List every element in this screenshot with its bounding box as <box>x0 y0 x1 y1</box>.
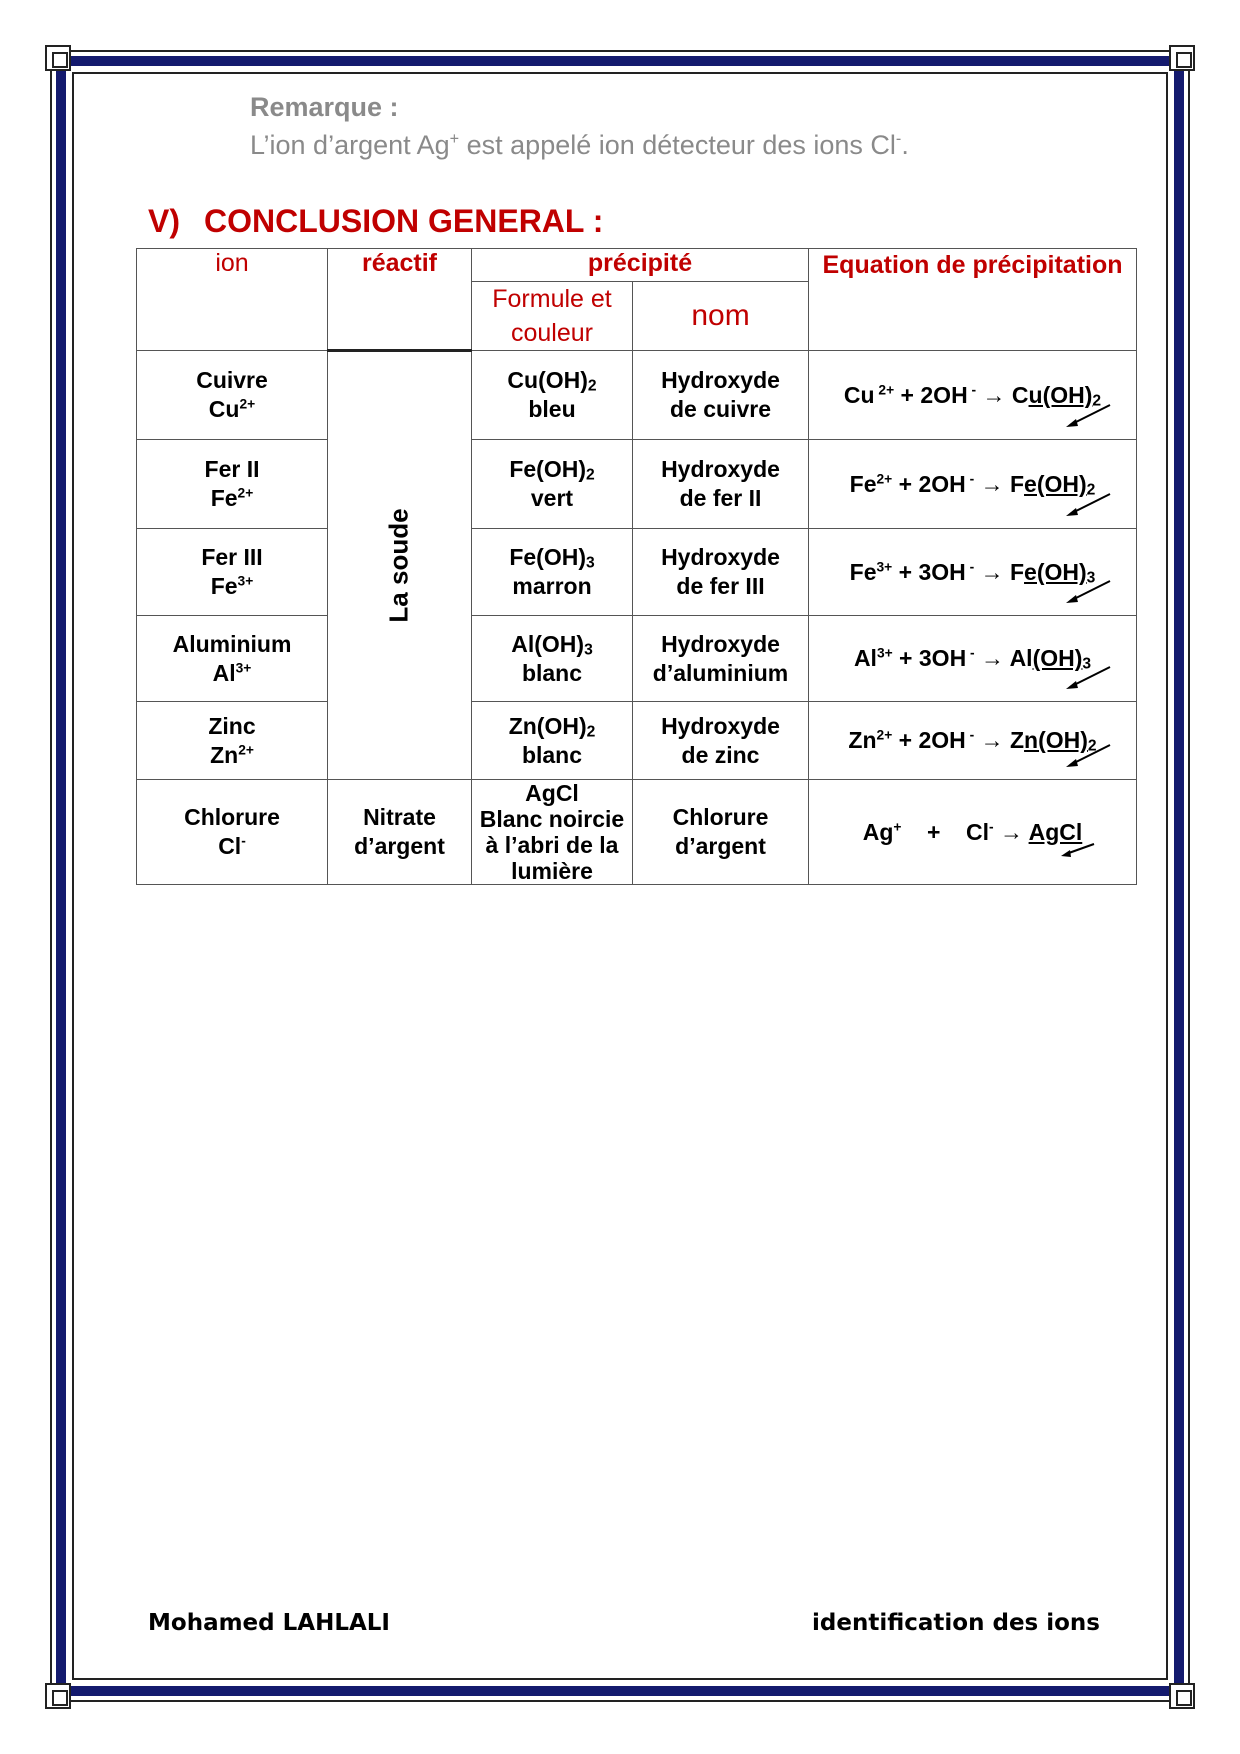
remark-text-part: L’ion d’argent Ag <box>250 130 450 160</box>
precipitate-formula <box>472 543 632 572</box>
eq-charge: - <box>965 470 975 486</box>
ion-name: Fer II <box>204 456 260 482</box>
precipitate-color: lumière <box>511 858 593 884</box>
ion-name: Cuivre <box>196 367 268 393</box>
table-row <box>137 440 1137 529</box>
eq-product: F <box>1009 470 1025 497</box>
precipitate-color: bleu <box>528 396 576 422</box>
cell-equation <box>809 702 1137 780</box>
eq-charge: - <box>965 558 975 574</box>
eq-arrow: → <box>974 470 1010 497</box>
reactif-line: d’argent <box>354 833 445 859</box>
header-precipite: précipité <box>472 249 809 282</box>
ion-symbol <box>137 484 327 513</box>
table-row <box>137 529 1137 616</box>
remark-text-part: est appelé ion détecteur des ions Cl <box>459 130 896 160</box>
eq-product: Al <box>1009 645 1033 671</box>
eq-charge: - <box>967 381 977 397</box>
ion-charge: 3+ <box>237 573 254 589</box>
conclusion-table <box>136 248 1137 885</box>
precipitate-name-line: de zinc <box>681 741 760 768</box>
cell-equation <box>809 351 1137 440</box>
eq-product-underlined: e(OH) <box>1024 470 1087 497</box>
precipitate-arrow-icon <box>1058 842 1098 858</box>
ion-charge: - <box>241 833 246 849</box>
cell-name <box>633 440 809 529</box>
header-nom: nom <box>633 282 809 351</box>
cell-formula <box>472 351 633 440</box>
cell-equation <box>809 616 1137 702</box>
precipitate-name-line: Hydroxyde <box>661 630 780 657</box>
eq-charge: 2+ <box>874 381 895 397</box>
ion-charge: 2+ <box>237 485 254 501</box>
cell-formula <box>472 780 633 885</box>
cell-ion <box>137 351 328 440</box>
eq-product-underlined: e(OH) <box>1024 558 1087 585</box>
footer-author: Mohamed LAHLALI <box>148 1610 390 1636</box>
eq-product-underlined: n(OH) <box>1024 727 1088 753</box>
eq-product-sub: 2 <box>1087 737 1097 755</box>
cell-name <box>633 616 809 702</box>
remark-text-part: . <box>901 130 909 160</box>
formula-sub: 2 <box>586 722 596 740</box>
section-number: V) <box>148 203 180 239</box>
ion-base: Zn <box>210 741 239 768</box>
eq-cation: Al <box>853 645 877 671</box>
ion-charge: 2+ <box>239 396 256 412</box>
ion-symbol <box>137 741 327 770</box>
table-row <box>137 702 1137 780</box>
formula-base: Fe(OH) <box>509 456 586 482</box>
cell-ion <box>137 616 328 702</box>
formula-base: Zn(OH) <box>508 712 587 739</box>
formula-sub: 2 <box>585 466 595 484</box>
eq-product-sub: 2 <box>1086 480 1096 498</box>
eq-reactant: + 3OH <box>892 558 966 585</box>
cell-equation <box>809 529 1137 616</box>
header-formule: Formule et couleur <box>472 282 633 351</box>
eq-product: F <box>1009 558 1025 585</box>
cell-reactif <box>328 780 472 885</box>
eq-product: C <box>1011 381 1029 408</box>
ion-symbol <box>137 659 327 688</box>
cell-name <box>633 351 809 440</box>
cell-equation <box>809 440 1137 529</box>
section-heading <box>148 203 603 240</box>
cell-formula <box>472 440 633 529</box>
eq-reactant: + 3OH <box>892 645 967 671</box>
cell-ion <box>137 780 328 885</box>
cell-formula <box>472 702 633 780</box>
table-row <box>137 351 1137 440</box>
ion-symbol <box>137 832 327 861</box>
eq-cation: Fe <box>849 470 877 497</box>
precipitate-name-line: Hydroxyde <box>661 544 780 570</box>
eq-reactant: + 2OH <box>894 381 968 408</box>
precipitate-color: à l’abri de la <box>485 832 619 858</box>
precipitate-color: vert <box>530 485 574 511</box>
cell-formula <box>472 529 633 616</box>
eq-arrow: → <box>993 818 1029 845</box>
precipitate-name-line: de fer II <box>679 485 762 511</box>
eq-charge: 3+ <box>876 645 893 661</box>
precipitate-formula <box>472 630 632 659</box>
remark-sup: + <box>449 130 460 148</box>
ion-symbol <box>137 572 327 601</box>
precipitate-formula: AgCl <box>525 780 579 806</box>
formula-base: Al(OH) <box>511 630 585 657</box>
precipitate-formula <box>472 712 632 741</box>
corner-ornament-bottom-left <box>45 1683 71 1709</box>
cell-ion <box>137 440 328 529</box>
precipitate-arrow-icon <box>1062 579 1114 605</box>
precipitate-name-line: Chlorure <box>672 804 769 830</box>
precipitate-color: blanc <box>521 741 583 768</box>
ion-name: Zinc <box>208 712 256 739</box>
remark-title: Remarque : <box>250 92 399 122</box>
table-row <box>137 780 1137 885</box>
eq-product: Z <box>1009 727 1025 753</box>
eq-product-sub: 3 <box>1082 655 1092 673</box>
eq-charge: - <box>965 727 975 743</box>
ion-name: Aluminium <box>172 630 292 657</box>
eq-arrow: → <box>974 727 1010 753</box>
cell-reactif-shared <box>328 351 472 780</box>
eq-reactant: + 2OH <box>892 470 966 497</box>
eq-cation: Ag <box>862 818 894 845</box>
corner-ornament-top-right <box>1169 45 1195 71</box>
cell-ion <box>137 702 328 780</box>
eq-reactant: + Cl <box>901 818 990 845</box>
ion-name: Chlorure <box>184 804 280 830</box>
cell-name <box>633 702 809 780</box>
ion-base: Al <box>212 659 236 686</box>
cell-equation <box>809 780 1137 885</box>
precipitate-color: marron <box>512 573 592 599</box>
reactif-line: Nitrate <box>363 804 436 830</box>
remark-text <box>250 126 909 164</box>
eq-arrow: → <box>976 381 1012 408</box>
eq-cation: Zn <box>848 727 877 753</box>
precipitate-name-line: de cuivre <box>670 396 771 422</box>
remark-sup: - <box>895 130 902 148</box>
reactif-la-soude: La soude <box>383 507 414 623</box>
ion-base: Cu <box>208 396 240 422</box>
eq-cation: Fe <box>849 558 877 585</box>
remark-block <box>250 88 909 164</box>
eq-product-sub: 2 <box>1092 391 1102 409</box>
precipitate-name-line: Hydroxyde <box>661 367 780 393</box>
cell-formula <box>472 616 633 702</box>
eq-charge: 3+ <box>876 558 893 574</box>
precipitate-arrow-icon <box>1062 665 1114 691</box>
eq-charge: - <box>989 818 994 834</box>
table-row <box>137 616 1137 702</box>
eq-product-underlined: AgCl <box>1028 818 1083 845</box>
header-reactif: réactif <box>328 249 472 351</box>
corner-ornament-top-left <box>45 45 71 71</box>
eq-arrow: → <box>974 645 1010 671</box>
precipitate-name-line: de fer III <box>676 573 765 599</box>
ion-symbol <box>137 395 327 424</box>
formula-base: Cu(OH) <box>507 367 588 393</box>
precipitate-name-line: d’aluminium <box>652 659 789 686</box>
precipitate-formula <box>472 455 632 484</box>
footer-subject: identification des ions <box>812 1610 1100 1636</box>
formula-sub: 3 <box>585 554 595 572</box>
header-equation: Equation de précipitation <box>809 249 1137 351</box>
precipitate-name-line: Hydroxyde <box>661 456 780 482</box>
eq-product-underlined: u(OH) <box>1028 381 1093 408</box>
precipitate-color: Blanc noircie <box>479 806 625 832</box>
precipitate-arrow-icon <box>1062 403 1114 429</box>
precipitate-color: blanc <box>521 659 583 686</box>
formula-sub: 3 <box>584 640 593 658</box>
section-title: CONCLUSION GENERAL : <box>204 203 604 239</box>
precipitate-name-line: d’argent <box>675 833 766 859</box>
eq-cation: Cu <box>843 381 875 408</box>
eq-arrow: → <box>974 558 1010 585</box>
precipitate-arrow-icon <box>1062 492 1114 518</box>
ion-name: Fer III <box>201 544 263 570</box>
eq-charge: + <box>893 818 902 834</box>
eq-reactant: + 2OH <box>892 727 966 753</box>
ion-charge: 2+ <box>238 741 254 757</box>
precipitate-name-line: Hydroxyde <box>661 712 780 739</box>
formula-base: Fe(OH) <box>509 544 586 570</box>
cell-ion <box>137 529 328 616</box>
precipitate-formula <box>472 366 632 395</box>
eq-product-underlined: (OH) <box>1032 645 1083 671</box>
ion-base: Fe <box>210 485 238 511</box>
formula-sub: 2 <box>587 377 597 395</box>
ion-base: Cl <box>218 833 242 859</box>
cell-name <box>633 529 809 616</box>
eq-charge: - <box>966 645 975 661</box>
precipitate-arrow-icon <box>1062 743 1114 769</box>
eq-product-sub: 3 <box>1086 568 1096 586</box>
ion-charge: 3+ <box>235 659 252 675</box>
ion-base: Fe <box>210 573 238 599</box>
eq-charge: 2+ <box>876 470 893 486</box>
corner-ornament-bottom-right <box>1169 1683 1195 1709</box>
eq-charge: 2+ <box>876 727 893 743</box>
cell-name <box>633 780 809 885</box>
header-ion: ion <box>137 249 328 351</box>
